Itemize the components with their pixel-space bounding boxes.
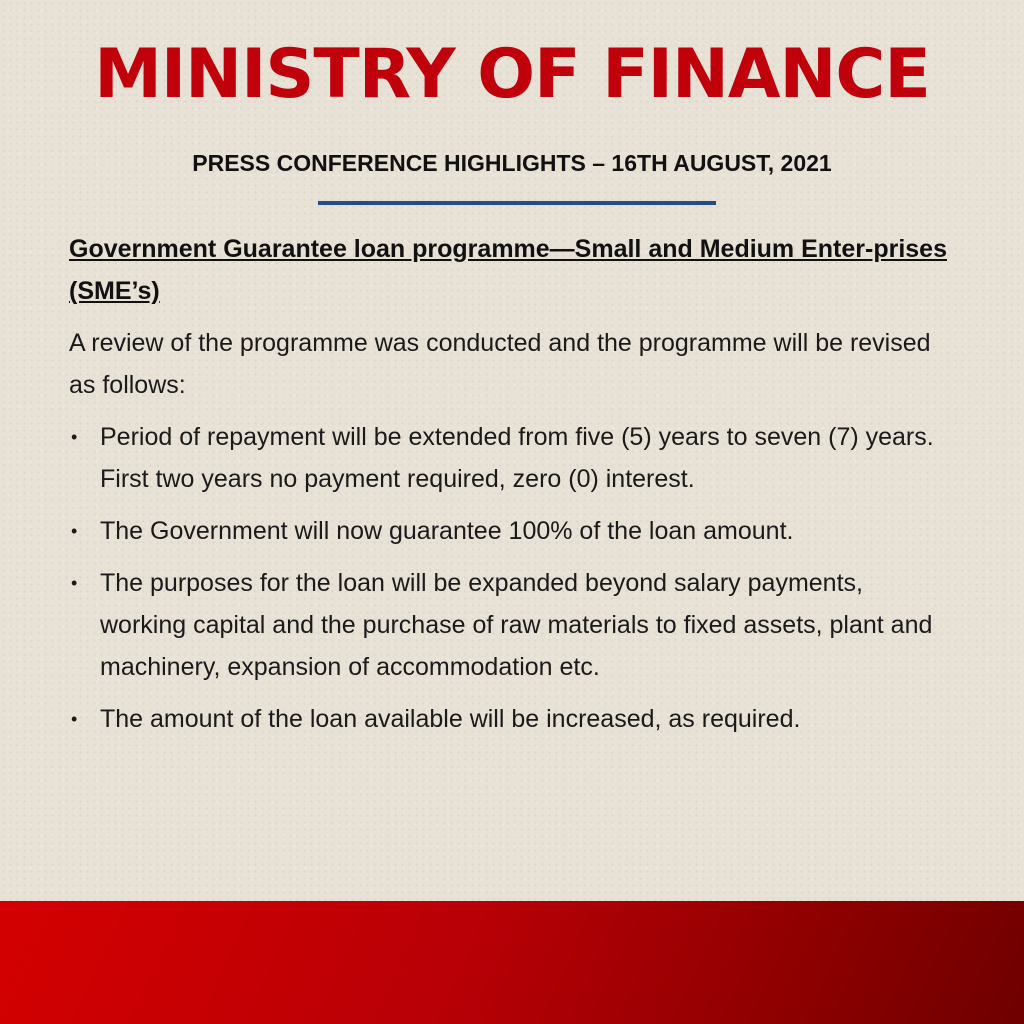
list-item xyxy=(69,698,949,740)
bullet-icon: • xyxy=(71,709,78,729)
bullet-icon: • xyxy=(71,521,78,541)
bullet-text: The amount of the loan available will be increased, as required. xyxy=(100,705,801,733)
footer-band xyxy=(0,901,1024,1024)
press-conference-subtitle: PRESS CONFERENCE HIGHLIGHTS – 16TH AUGUST, 2021 xyxy=(192,150,832,176)
list-item xyxy=(69,562,949,688)
list-item xyxy=(69,416,949,500)
bullet-icon: • xyxy=(71,573,78,593)
page-title: MINISTRY OF FINANCE xyxy=(94,35,930,114)
intro-paragraph: A review of the programme was conducted and the programme will be revised as follows: xyxy=(69,329,931,399)
section-heading: Government Guarantee loan programme—Small and Medium Enter-prises (SME’s) xyxy=(69,235,947,305)
main-content xyxy=(69,228,949,750)
bullet-list xyxy=(69,416,949,740)
bullet-icon: • xyxy=(71,427,78,447)
bullet-text: The purposes for the loan will be expanded beyond salary payments, working capital and the purchase of raw materials to fixed assets, plant and machinery, expansion of accommodation etc. xyxy=(100,569,933,681)
bullet-text: The Government will now guarantee 100% of the loan amount. xyxy=(100,517,794,545)
list-item xyxy=(69,510,949,552)
title-divider xyxy=(318,201,716,205)
bullet-text: Period of repayment will be extended from five (5) years to seven (7) years. First two years no payment required, zero (0) interest. xyxy=(100,423,934,493)
